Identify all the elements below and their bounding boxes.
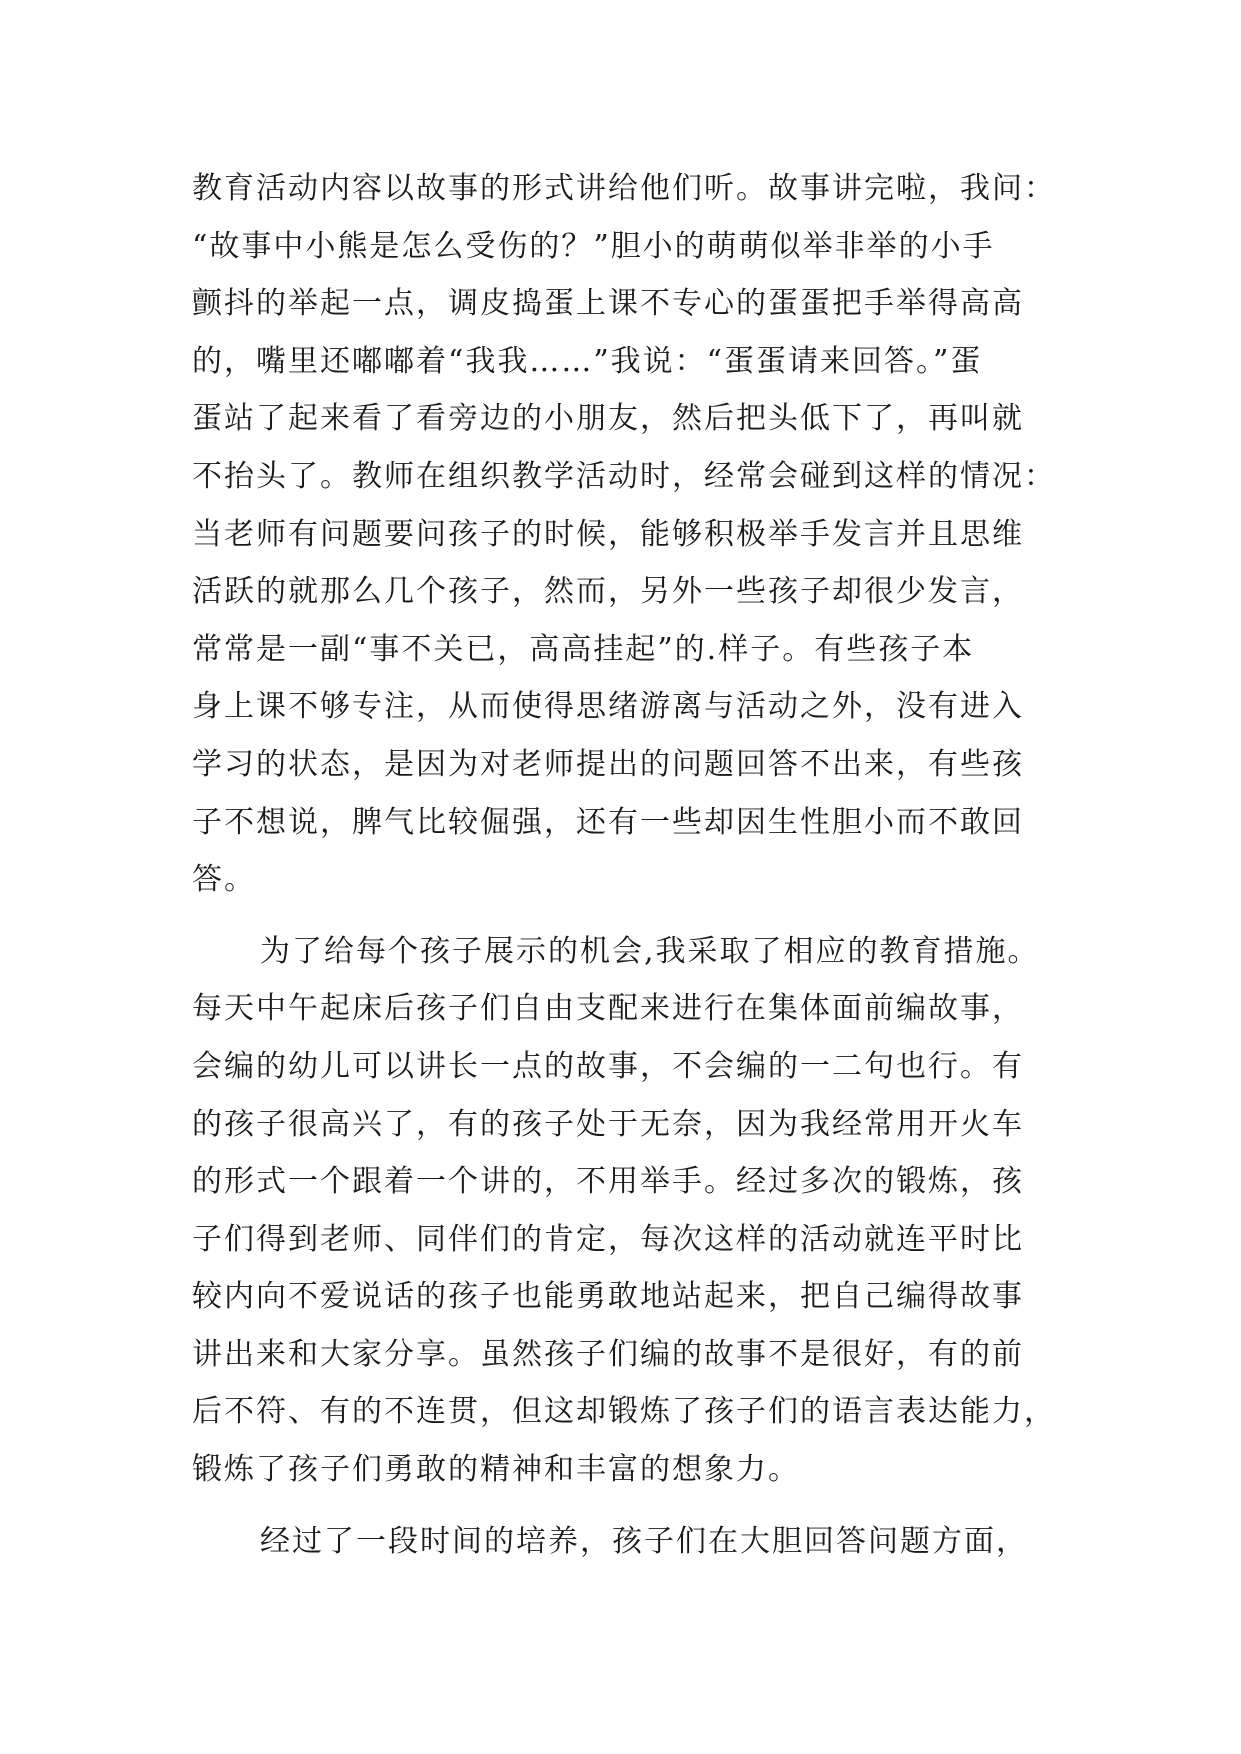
text-line: “故事中小熊是怎么受伤的？”胆小的萌萌似举非举的小手 xyxy=(192,228,995,264)
text-line: 较内向不爱说话的孩子也能勇敢地站起来，把自己编得故事 xyxy=(192,1279,1024,1315)
text-line: 经过了一段时间的培养，孩子们在大胆回答问题方面， xyxy=(260,1523,1028,1559)
text-line: 不抬头了。教师在组织教学活动时，经常会碰到这样的情况： xyxy=(192,458,1056,494)
text-line: 每天中午起床后孩子们自由支配来进行在集体面前编故事， xyxy=(192,991,1024,1027)
text-line: 会编的幼儿可以讲长一点的故事，不会编的一二句也行。有 xyxy=(192,1048,1024,1084)
text-line: 身上课不够专注，从而使得思绪游离与活动之外，没有进入 xyxy=(192,689,1024,725)
text-line: 答。 xyxy=(192,862,256,898)
text-line: 的形式一个跟着一个讲的，不用举手。经过多次的锻炼，孩 xyxy=(192,1164,1024,1200)
text-line: 蛋站了起来看了看旁边的小朋友，然后把头低下了，再叫就 xyxy=(192,401,1024,437)
text-line: 锻炼了孩子们勇敢的精神和丰富的想象力。 xyxy=(192,1452,800,1488)
text-line: 常常是一副“事不关已，高高挂起”的.样子。有些孩子本 xyxy=(192,631,975,667)
text-line: 活跃的就那么几个孩子，然而，另外一些孩子却很少发言， xyxy=(192,574,1024,610)
body-text xyxy=(192,160,1072,1570)
text-line: 讲出来和大家分享。虽然孩子们编的故事不是很好，有的前 xyxy=(192,1336,1024,1372)
paragraph-1 xyxy=(192,160,1072,909)
text-line: 为了给每个孩子展示的机会,我采取了相应的教育措施。 xyxy=(260,933,1040,969)
text-line: 子不想说，脾气比较倔强，还有一些却因生性胆小而不敢回 xyxy=(192,804,1024,840)
text-line: 颤抖的举起一点，调皮捣蛋上课不专心的蛋蛋把手举得高高 xyxy=(192,286,1024,322)
paragraph-3 xyxy=(192,1513,1072,1571)
text-line: 当老师有问题要问孩子的时候，能够积极举手发言并且思维 xyxy=(192,516,1024,552)
text-line: 后不符、有的不连贯，但这却锻炼了孩子们的语言表达能力， xyxy=(192,1394,1056,1430)
text-line: 学习的状态，是因为对老师提出的问题回答不出来，有些孩 xyxy=(192,746,1024,782)
text-line: 的，嘴里还嘟嘟着“我我……”我说：“蛋蛋请来回答。”蛋 xyxy=(192,343,983,379)
text-line: 教育活动内容以故事的形式讲给他们听。故事讲完啦，我问： xyxy=(192,171,1056,206)
text-line: 子们得到老师、同伴们的肯定，每次这样的活动就连平时比 xyxy=(192,1221,1024,1257)
paragraph-2 xyxy=(192,923,1072,1499)
text-line: 的孩子很高兴了，有的孩子处于无奈，因为我经常用开火车 xyxy=(192,1106,1024,1142)
